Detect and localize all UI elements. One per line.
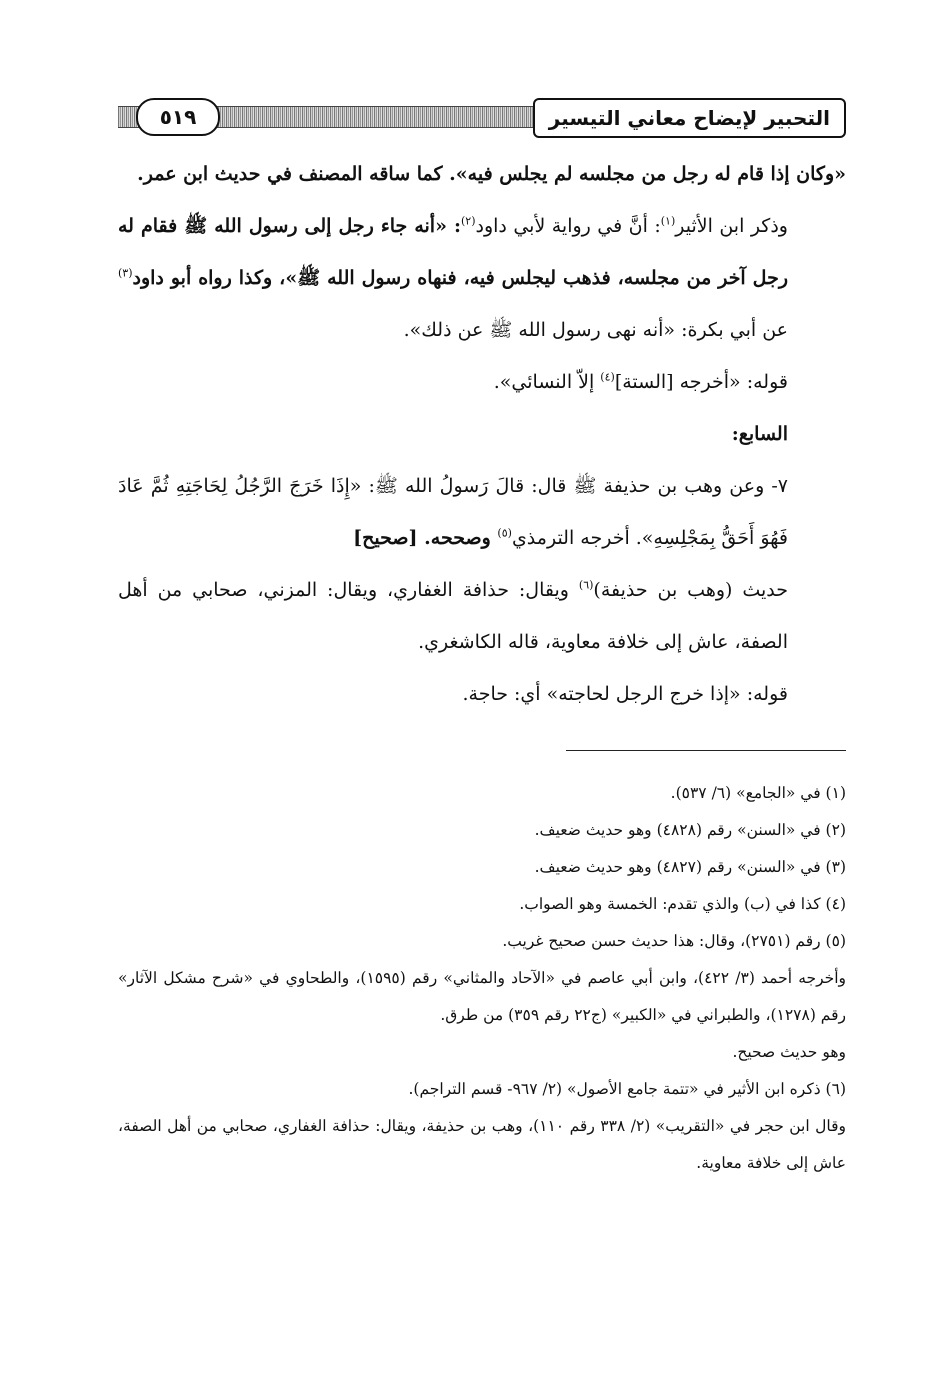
footnote-6-cont: وقال ابن حجر في «التقريب» (٢/ ٣٣٨ رقم ١١٠)، وهب بن حذيفة، ويقال: حذافة الغفاري، صحابي من أهل الصفة، عاش إلى خلافة معاوية.: [118, 1117, 846, 1172]
footnote-3: (٣) في «السنن» رقم (٤٨٢٧) وهو حديث ضعيف.: [534, 858, 846, 876]
footnote-2: (٢) في «السنن» رقم (٤٨٢٨) وهو حديث ضعيف.: [534, 821, 846, 839]
footnote-1: (١) في «الجامع» (٦/ ٥٣٧).: [670, 784, 846, 802]
paragraph-3: [118, 356, 846, 408]
footnote-5-cont: وهو حديث صحيح.: [732, 1043, 846, 1061]
text-span: حديث (وهب بن حذيفة): [593, 579, 789, 601]
text-span: وذكر ابن الأثير: [675, 215, 788, 237]
footnote-ref: (٤): [600, 370, 615, 384]
footnote-ref: (٣): [118, 266, 133, 280]
section-heading: السابع:: [731, 423, 788, 445]
main-text: [118, 148, 846, 720]
text-span: : «أنه جاء رجل إلى رسول الله ﷺ فقام له رجل آخر من مجلسه، فذهب ليجلس فيه، فنهاه رسول الله ﷺ»، وكذا رواه أبو داود: [118, 215, 788, 289]
footnotes: [118, 775, 846, 1182]
paragraph-2: [118, 200, 846, 356]
text-span: وصححه. [صحيح]: [353, 527, 498, 549]
footnote-5-cont: وأخرجه أحمد (٣/ ٤٢٢)، وابن أبي عاصم في «الآحاد والمثاني» رقم (١٥٩٥)، والطحاوي في «شرح مشكل الآثار» رقم (١٢٧٨)، والطبراني في «الكبير» (ج٢٢ رقم ٣٥٩) من طرق.: [118, 969, 847, 1024]
text-span: ويقال: حذافة الغفاري، ويقال: المزني، صحابي من أهل الصفة، عاش إلى خلافة معاوية، قاله الكاشغري.: [118, 579, 788, 653]
page-header: [118, 92, 846, 142]
footnote-separator: [566, 750, 846, 751]
text-span: قوله: «أخرجه [الستة]: [614, 371, 788, 393]
text-span: عن أبي بكرة: «أنه نهى رسول الله ﷺ عن ذلك».: [403, 319, 788, 341]
footnote-ref: (٦): [578, 578, 594, 592]
paragraph-narrator: [118, 564, 846, 668]
paragraph-hadith: [118, 460, 846, 564]
footnote-ref: (٥): [497, 526, 512, 540]
footnote-ref: (٢): [460, 214, 476, 228]
footnote-ref: (١): [660, 214, 676, 228]
text-line: قوله: «إذا خرج الرجل لحاجته» أي: حاجة.: [462, 683, 788, 705]
paragraph-1: [118, 148, 846, 200]
text-span: ٧- وعن وهب بن حذيفة ﷺ قال: قالَ رَسولُ الله ﷺ: «إِذَا خَرَجَ الرَّجُلُ لِحَاجَتِهِ ثُمَّ عَادَ فَهُوَ أَحَقُّ بِمَجْلِسِهِ». أخرجه الترمذي: [118, 475, 788, 549]
paragraph-commentary: [118, 668, 846, 720]
running-title: التحبير لإيضاح معاني التيسير: [533, 98, 846, 138]
book-page: [118, 92, 846, 1182]
footnote-5: (٥) رقم (٢٧٥١)، وقال: هذا حديث حسن صحيح غريب.: [502, 932, 846, 950]
footnote-6: (٦) ذكره ابن الأثير في «تتمة جامع الأصول» (٢/ ٩٦٧- قسم التراجم).: [408, 1080, 846, 1098]
text-line: «وكان إذا قام له رجل من مجلسه لم يجلس فيه». كما ساقه المصنف في حديث ابن عمر.: [137, 163, 846, 185]
page-number: ٥١٩: [136, 98, 220, 136]
footnote-4: (٤) كذا في (ب) والذي تقدم: الخمسة وهو الصواب.: [519, 895, 846, 913]
text-span: إلاّ النسائي».: [493, 371, 601, 393]
text-span: : أنَّ في رواية لأبي داود: [475, 215, 661, 237]
